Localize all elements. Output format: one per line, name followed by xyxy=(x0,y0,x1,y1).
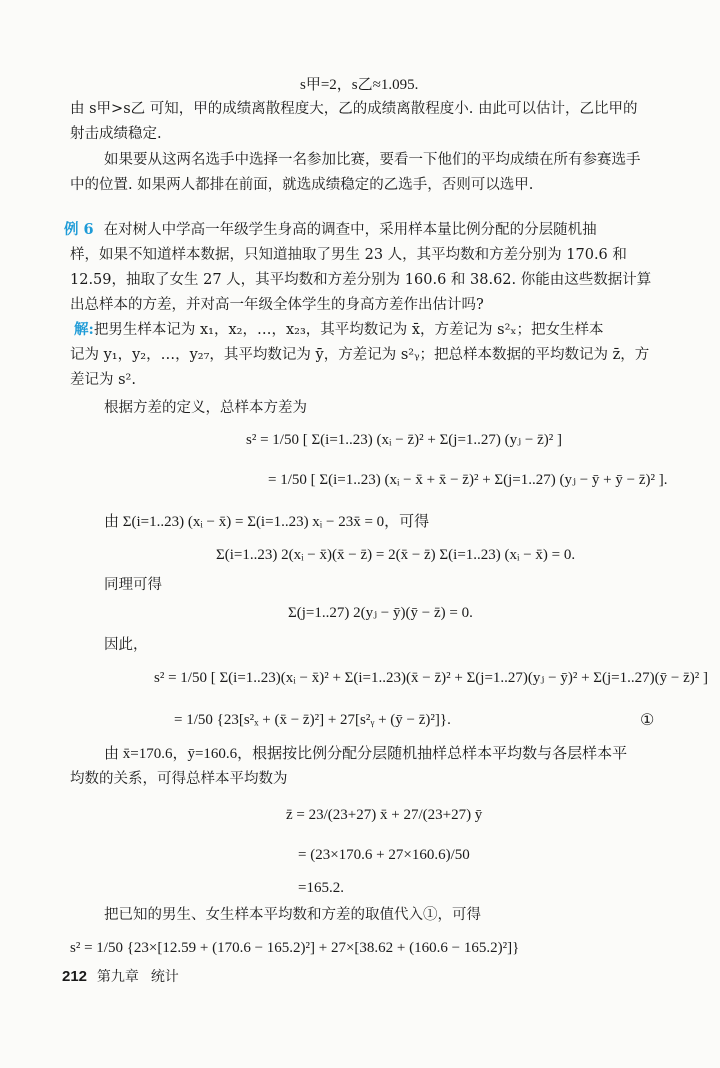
text-line xyxy=(74,320,604,340)
text-line xyxy=(104,512,429,532)
line-text: 差记为 s². xyxy=(70,372,136,388)
example-label: 例 6 xyxy=(64,221,94,238)
equation-marker: ① xyxy=(640,710,655,729)
chapter-title: 统计 xyxy=(150,968,179,984)
text-line xyxy=(104,575,162,595)
line-text: 如果要从这两名选手中选择一名参加比赛，要看一下他们的平均成绩在所有参赛选手 xyxy=(104,152,641,168)
line-text: 把男生样本记为 x₁，x₂，…，x₂₃，其平均数记为 x̄，方差记为 s²ₓ；把女生样本 xyxy=(93,322,604,338)
text-line xyxy=(70,345,649,365)
text-line xyxy=(300,75,418,95)
line-text: = 1/50 {23[s²ₓ + (x̄ − z̄)²] + 27[s²ᵧ + (ȳ − z̄)²]}. xyxy=(174,712,451,728)
text-line xyxy=(104,905,481,925)
text-line xyxy=(70,175,533,195)
text-line xyxy=(286,805,482,825)
line-text: 中的位置. 如果两人都排在前面，就选成绩稳定的乙选手，否则可以选甲. xyxy=(70,177,534,193)
text-line xyxy=(288,603,473,623)
line-text: z̄ = 23/(23+27) x̄ + 27/(23+27) ȳ xyxy=(286,807,483,823)
line-text: 把已知的男生、女生样本平均数和方差的取值代入①，可得 xyxy=(104,907,481,923)
text-line xyxy=(104,150,641,170)
line-text: 因此， xyxy=(104,637,148,653)
line-text: s² = 1/50 [ Σ(i=1..23) (xᵢ − z̄)² + Σ(j=1..27) (yⱼ − z̄)² ] xyxy=(246,432,562,448)
page-number: 212 xyxy=(62,968,88,985)
text-line xyxy=(70,270,651,290)
text-line xyxy=(216,545,575,565)
line-text: s² = 1/50 {23×[12.59 + (170.6 − 165.2)²] + 27×[38.62 + (160.6 − 165.2)²]} xyxy=(70,940,520,956)
text-line xyxy=(70,769,288,789)
line-text: 同理可得 xyxy=(104,577,162,593)
text-line xyxy=(298,878,344,898)
line-text: 射击成绩稳定. xyxy=(70,126,162,142)
text-line xyxy=(70,938,519,958)
text-line xyxy=(64,220,597,240)
text-line xyxy=(104,744,627,764)
text-line xyxy=(268,470,668,490)
text-line xyxy=(298,845,470,865)
text-line xyxy=(70,245,627,265)
line-text: s甲=2，s乙≈1.095. xyxy=(300,77,419,93)
line-text: 在对树人中学高一年级学生身高的调查中，采用样本量比例分配的分层随机抽 xyxy=(103,222,597,238)
text-line xyxy=(70,370,136,390)
line-text: 样，如果不知道样本数据，只知道抽取了男生 23 人，其平均数和方差分别为 170.6 和 xyxy=(70,247,627,263)
line-text: 根据方差的定义，总样本方差为 xyxy=(104,400,307,416)
line-text: 出总样本的方差，并对高一年级全体学生的身高方差作出估计吗? xyxy=(70,297,484,313)
text-line xyxy=(70,99,637,119)
text-line xyxy=(246,430,562,450)
line-text: 均数的关系，可得总样本平均数为 xyxy=(70,771,288,787)
line-text: 记为 y₁，y₂，…，y₂₇，其平均数记为 ȳ，方差记为 s²ᵧ；把总样本数据的平均数记为 z̄，方 xyxy=(70,347,650,363)
page-footer xyxy=(62,966,179,986)
text-line xyxy=(104,635,148,655)
text-line xyxy=(104,398,307,418)
line-text: s² = 1/50 [ Σ(i=1..23)(xᵢ − x̄)² + Σ(i=1..23)(x̄ − z̄)² + Σ(j=1..27)(yⱼ − ȳ)² + Σ(j=1..27)(ȳ − z̄)² ] xyxy=(154,670,708,686)
solution-label: 解: xyxy=(74,321,94,338)
line-text: =165.2. xyxy=(298,880,344,896)
line-text: Σ(i=1..23) 2(xᵢ − x̄)(x̄ − z̄) = 2(x̄ − z̄) Σ(i=1..23) (xᵢ − x̄) = 0. xyxy=(216,547,576,563)
text-line xyxy=(70,295,484,315)
line-text: 由 s甲>s乙 可知，甲的成绩离散程度大，乙的成绩离散程度小. 由此可以估计，乙比甲的 xyxy=(70,101,638,117)
text-line xyxy=(174,710,451,730)
line-text: 由 x̄=170.6，ȳ=160.6，根据按比例分配分层随机抽样总样本平均数与各层样本平 xyxy=(104,746,628,762)
line-text: 由 Σ(i=1..23) (xᵢ − x̄) = Σ(i=1..23) xᵢ − 23x̄ = 0，可得 xyxy=(104,514,430,530)
line-text: = 1/50 [ Σ(i=1..23) (xᵢ − x̄ + x̄ − z̄)² + Σ(j=1..27) (yⱼ − ȳ + ȳ − z̄)² ]. xyxy=(268,472,668,488)
line-text: 12.59，抽取了女生 27 人，其平均数和方差分别为 160.6 和 38.62. 你能由这些数据计算 xyxy=(70,272,652,288)
text-line xyxy=(154,668,708,688)
line-text: = (23×170.6 + 27×160.6)/50 xyxy=(298,847,470,863)
chapter-label: 第九章 xyxy=(96,968,139,984)
text-line xyxy=(70,124,162,144)
line-text: Σ(j=1..27) 2(yⱼ − ȳ)(ȳ − z̄) = 0. xyxy=(288,605,473,621)
